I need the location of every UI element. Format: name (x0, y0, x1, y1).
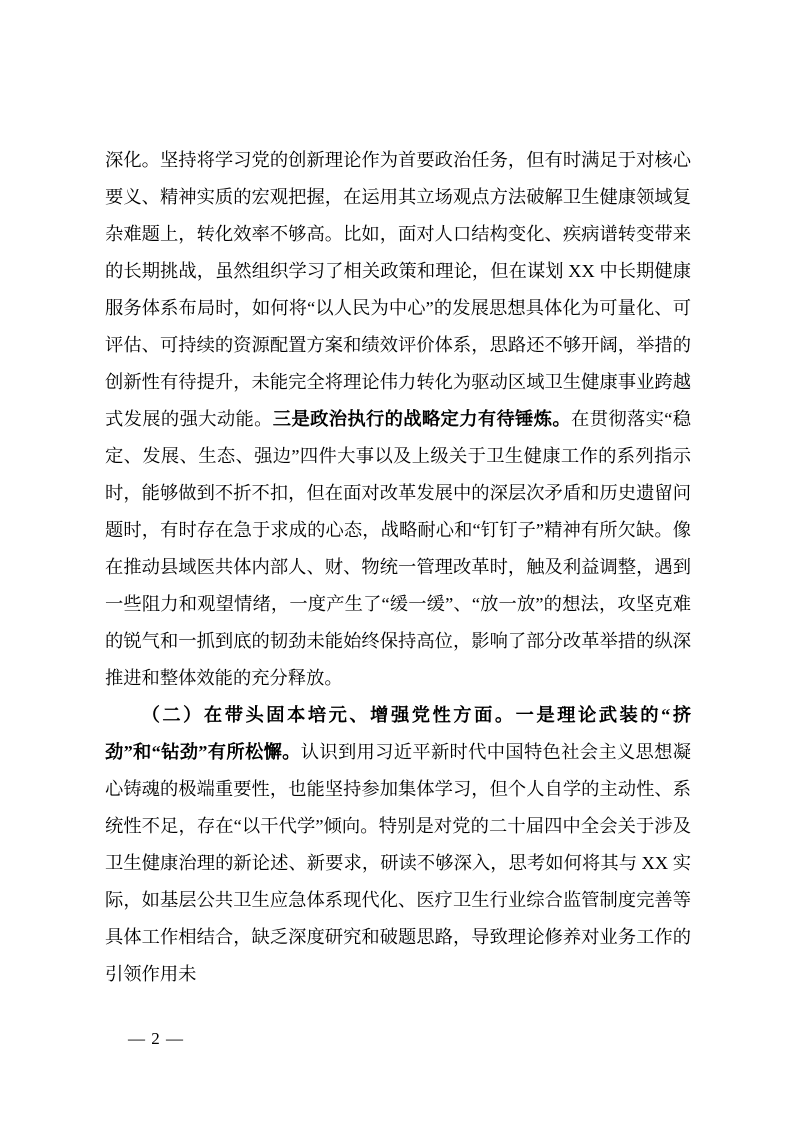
text-run-bold-lead: 三是政治执行的战略定力有待锤炼。 (272, 409, 572, 429)
text-run: 认识到用习近平新时代中国特色社会主义思想凝心铸魂的极端重要性，也能坚持参加集体学习，但个人自学的主动性、系统性不足，存在“以干代学”倾向。特别是对党的二十届四中全会关于涉及卫生健康治理的新论述、新要求，研读不够深入，思考如何将其与 XX 实际，如基层公共卫生应急体系现代化、医疗卫生行业综合监管制度完善等具体工作相结合，缺乏深度研究和破题思路，导致理论修养对业务工作的引领作用未 (105, 742, 692, 984)
document-body (105, 142, 691, 993)
text-run: 在贯彻落实“稳定、发展、生态、强边”四件大事以及上级关于卫生健康工作的系列指示时，能够做到不折不扣，但在面对改革发展中的深层次矛盾和历史遗留问题时，有时存在急于求成的心态，战略耐心和“钉钉子”精神有所欠缺。像在推动县域医共体内部人、财、物统一管理改革时，触及利益调整，遇到一些阻力和观望情绪，一度产生了“缓一缓”、“放一放”的想法，攻坚克难的锐气和一抓到底的韧劲未能始终保持高位，影响了部分改革举措的纵深推进和整体效能的充分释放。 (105, 409, 692, 688)
text-run: 深化。坚持将学习党的创新理论作为首要政治任务，但有时满足于对核心要义、精神实质的宏观把握，在运用其立场观点方法破解卫生健康领域复杂难题上，转化效率不够高。比如，面对人口结构变化、疾病谱转变带来的长期挑战，虽然组织学习了相关政策和理论，但在谋划 XX 中长期健康服务体系布局时，如何将“以人民为中心”的发展思想具体化为可量化、可评估、可持续的资源配置方案和绩效评价体系，思路还不够开阔，举措的创新性有待提升，未能完全将理论伟力转化为驱动区域卫生健康事业跨越式发展的强大动能。 (105, 150, 691, 429)
paragraph-continuation (105, 142, 691, 697)
page-number: — 2 — (128, 1029, 184, 1048)
paragraph-section-two (105, 697, 691, 993)
section-heading-run: （二）在带头固本培元、增强党性方面。一是理论武装的“挤劲”和“钻劲”有所松懈。 (105, 705, 691, 762)
